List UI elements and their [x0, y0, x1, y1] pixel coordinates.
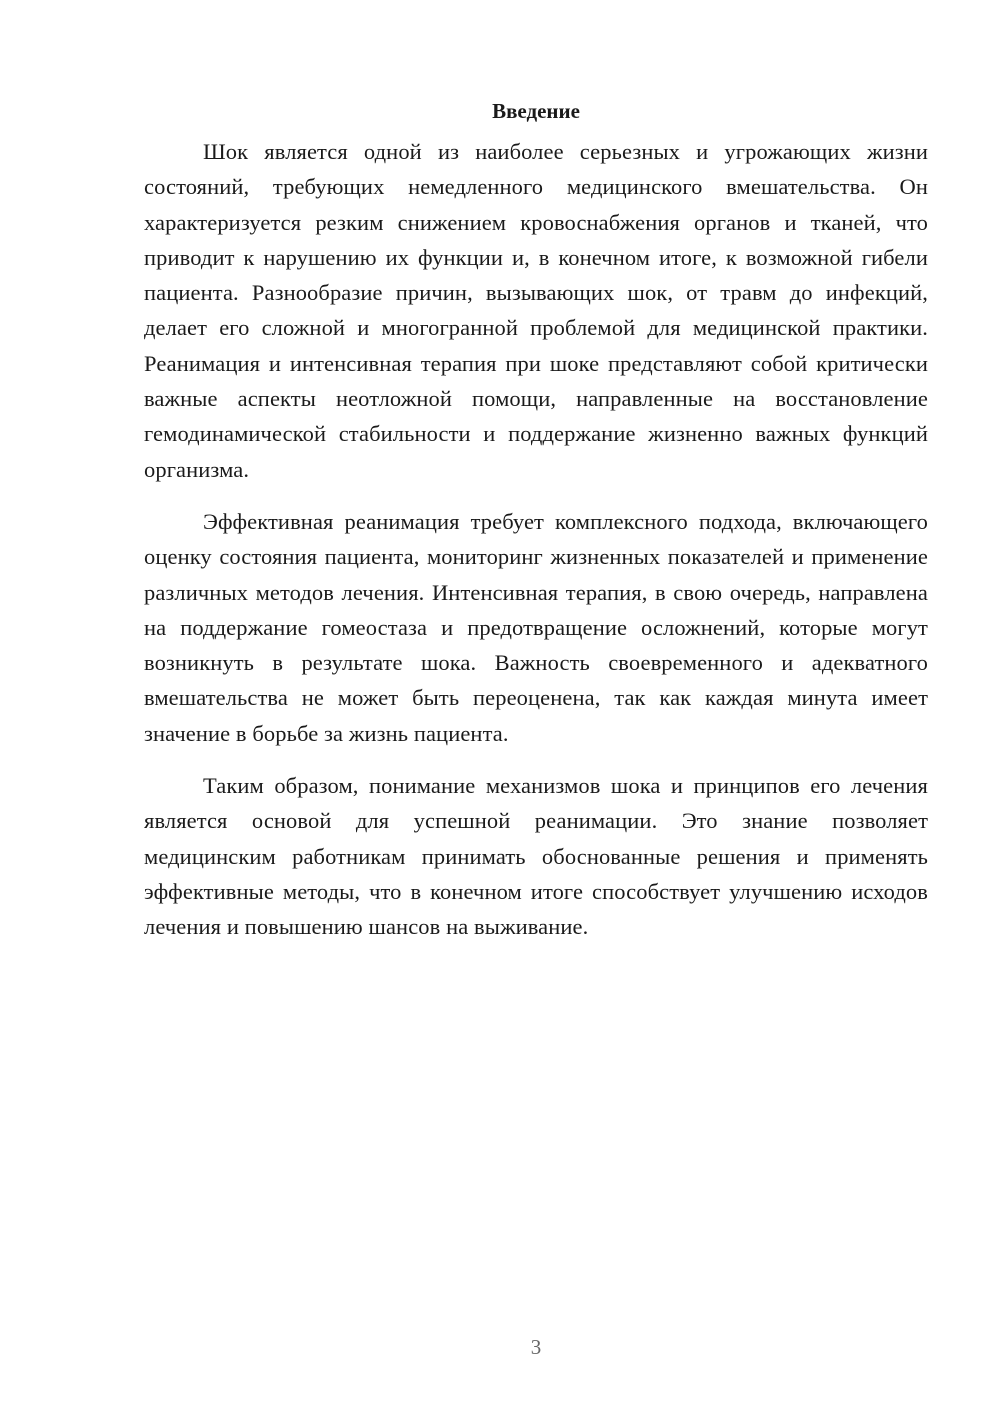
page-content [144, 96, 928, 962]
paragraph-1: Шок является одной из наиболее серьезных и угрожающих жизни состояний, требующих немедленного медицинского вмешательства. Он характеризуется резким снижением кровоснабжения органов и тканей, что приводит к нарушению их функции и, в конечном итоге, к возможной гибели пациента. Разнообразие причин, вызывающих шок, от травм до инфекций, делает его сложной и многогранной проблемой для медицинской практики. Реанимация и интенсивная терапия при шоке представляют собой критически важные аспекты неотложной помощи, направленные на восстановление гемодинамической стабильности и поддержание жизненно важных функций организма. [144, 139, 928, 482]
paragraph-3: Таким образом, понимание механизмов шока и принципов его лечения является основой для успешной реанимации. Это знание позволяет медицинским работникам принимать обоснованные решения и применять эффективные методы, что в конечном итоге способствует улучшению исходов лечения и повышению шансов на выживание. [144, 773, 928, 940]
paragraph-2: Эффективная реанимация требует комплексного подхода, включающего оценку состояния пациента, мониторинг жизненных показателей и применение различных методов лечения. Интенсивная терапия, в свою очередь, направлена на поддержание гомеостаза и предотвращение осложнений, которые могут возникнуть в результате шока. Важность своевременного и адекватного вмешательства не может быть переоценена, так как каждая минута имеет значение в борьбе за жизнь пациента. [144, 508, 928, 746]
page-number: 3 [530, 1335, 542, 1359]
section-heading: Введение [492, 99, 580, 123]
